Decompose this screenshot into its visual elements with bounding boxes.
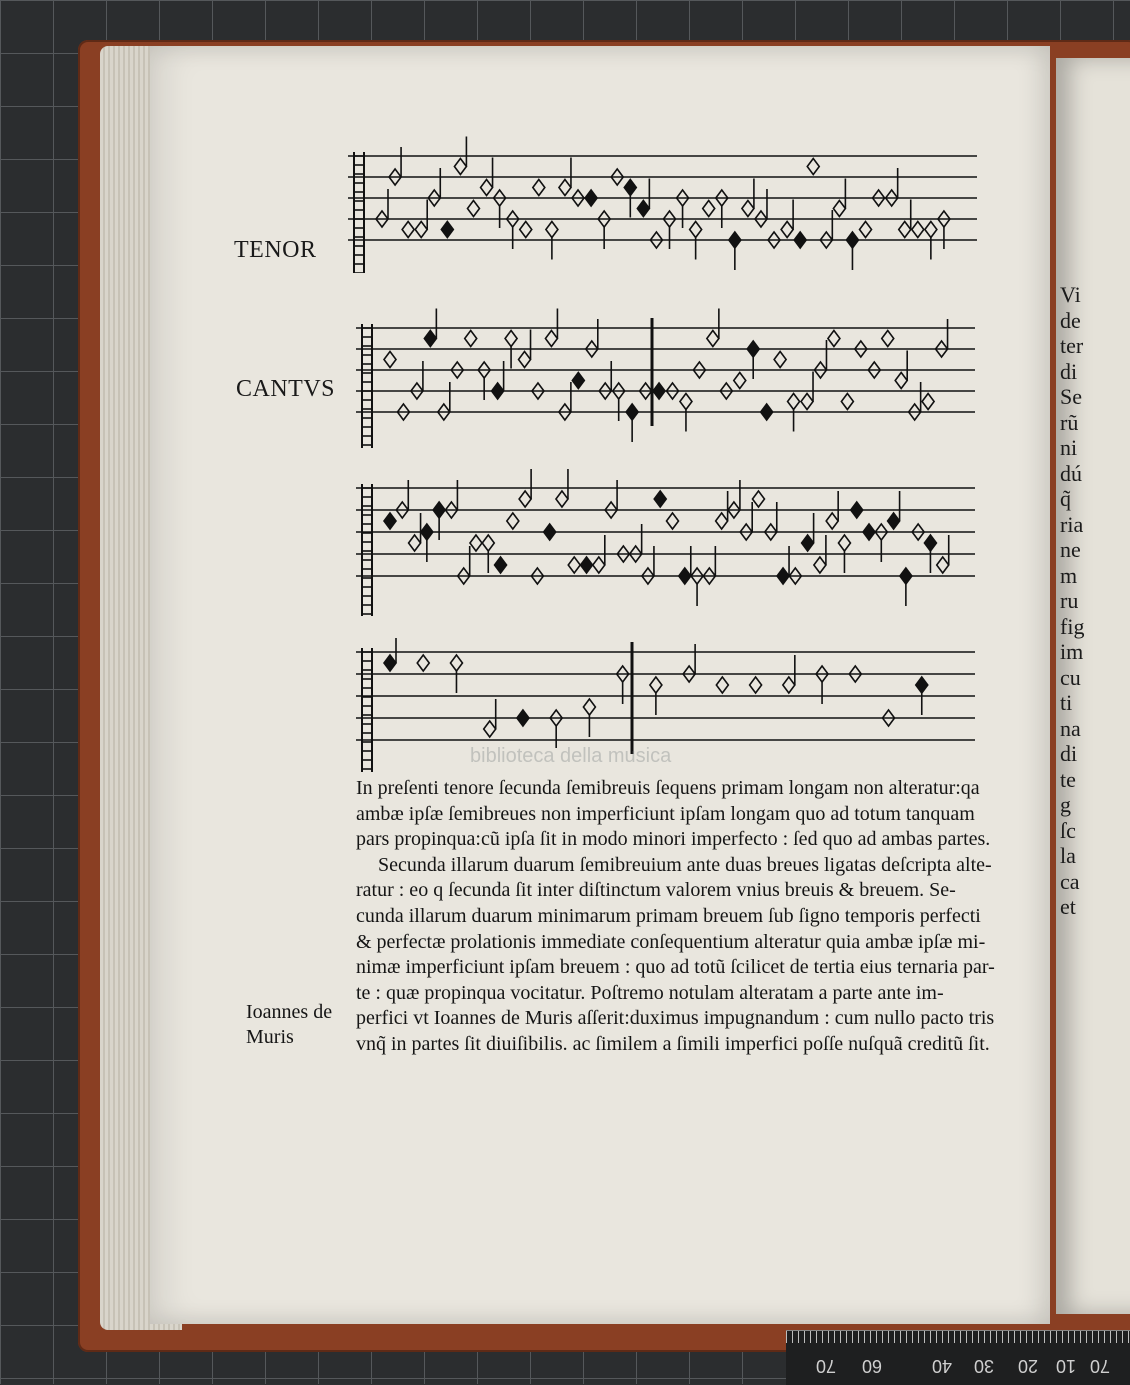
margin-note-line: Ioannes de — [246, 1001, 333, 1023]
note-head — [441, 222, 453, 238]
facing-page-fragment: fig — [1060, 613, 1085, 639]
note-head — [583, 699, 595, 715]
ruler-number: 70 — [1090, 1356, 1111, 1376]
note-head — [409, 535, 421, 551]
facing-page-fragment: na — [1060, 715, 1081, 741]
facing-page-fragment: ria — [1060, 511, 1084, 537]
ruler-number: 20 — [1018, 1356, 1039, 1376]
facing-page-fragment: ter — [1060, 333, 1084, 358]
note-head — [922, 394, 934, 410]
note-head — [774, 352, 786, 368]
note-head — [888, 513, 900, 529]
facing-page-fragment: ru — [1060, 588, 1079, 613]
note-head — [841, 394, 853, 410]
measuring-ruler — [786, 1330, 1130, 1385]
watermark-text: biblioteca della musica — [470, 745, 672, 767]
note-head — [752, 491, 764, 507]
text-line: pars propinqua:cũ ipſa ſit in modo minori imperfecto : ſed quo ad ambas partes. — [356, 828, 991, 851]
facing-page-fragment: te — [1060, 766, 1076, 792]
facing-page-fragment: ca — [1060, 868, 1080, 894]
facing-page-fragment: g — [1060, 792, 1071, 817]
note-head — [481, 180, 493, 196]
note-head — [826, 513, 838, 529]
note-head — [402, 222, 414, 238]
body-text — [356, 776, 1001, 1058]
ruler-number: 70 — [816, 1356, 837, 1376]
note-head — [559, 180, 571, 196]
note-head — [912, 222, 924, 238]
ruler-number: 30 — [974, 1356, 995, 1376]
note-head — [833, 201, 845, 217]
text-line: te : quæ propinqua vocitatur. Poſtremo notulam alteratam a parte ante im- — [356, 981, 944, 1004]
note-head — [417, 655, 429, 671]
note-head — [750, 677, 762, 693]
facing-page-fragment: im — [1060, 639, 1084, 664]
music-staff-3 — [356, 466, 981, 616]
note-head — [519, 491, 531, 507]
note-head — [761, 404, 773, 420]
note-head — [517, 710, 529, 726]
note-head — [467, 201, 479, 217]
note-head — [556, 491, 568, 507]
note-head — [520, 222, 532, 238]
text-line: perfici vt Ioannes de Muris aſſerit:duximus impugnandum : cum nullo pacto tris — [356, 1007, 995, 1030]
note-head — [707, 331, 719, 347]
note-head — [680, 394, 692, 410]
facing-page-fragment: di — [1060, 358, 1078, 384]
note-head — [794, 232, 806, 248]
note-head — [863, 524, 875, 540]
note-head — [860, 222, 872, 238]
facing-page-fragment: dú — [1060, 460, 1082, 486]
margin-note — [246, 1000, 332, 1050]
facing-page-fragment: ti — [1060, 690, 1073, 715]
facing-page-fragment: et — [1060, 894, 1076, 919]
note-head — [916, 677, 928, 693]
note-head — [519, 352, 531, 368]
note-head — [807, 159, 819, 175]
note-head — [505, 331, 517, 347]
note-head — [781, 222, 793, 238]
note-head — [421, 524, 433, 540]
ruler-number: 10 — [1056, 1356, 1077, 1376]
note-head — [828, 331, 840, 347]
note-head — [716, 513, 728, 529]
note-head — [814, 557, 826, 573]
note-head — [925, 222, 937, 238]
facing-page-fragment: la — [1060, 843, 1076, 868]
note-head — [734, 373, 746, 389]
note-head — [667, 513, 679, 529]
ruler-ticks — [786, 1331, 1130, 1343]
note-head — [450, 655, 462, 671]
note-head — [384, 352, 396, 368]
facing-page-fragment: q̃ — [1060, 486, 1071, 511]
note-head — [507, 513, 519, 529]
note-head — [802, 535, 814, 551]
note-head — [465, 331, 477, 347]
text-line: & perfectæ prolationis immediate conſequentium alteratur quia ambæ ipſæ mi- — [356, 930, 986, 953]
note-head — [801, 394, 813, 410]
text-line: ratur : eo q ſecunda ſit inter diſtinctum valorem vnius breuis & breuem. Se- — [356, 879, 956, 902]
note-head — [899, 222, 911, 238]
facing-page-fragment: di — [1060, 741, 1078, 766]
note-head — [690, 222, 702, 238]
note-head — [433, 502, 445, 518]
note-head — [900, 568, 912, 584]
text-line: vnq̃ in partes ſit diuiſibilis. ac ſimilem a ſimili imperfici poſſe nuſquã creditũ ſit. — [356, 1032, 990, 1055]
facing-page-fragment: ſc — [1060, 817, 1076, 843]
note-head — [415, 222, 427, 238]
note-head — [653, 383, 665, 399]
ruler-number: 60 — [862, 1356, 883, 1376]
note-head — [593, 557, 605, 573]
note-head — [924, 535, 936, 551]
ruler-number: 40 — [932, 1356, 953, 1376]
note-head — [637, 201, 649, 217]
facing-page-fragment: ni — [1060, 435, 1078, 460]
note-head — [679, 568, 691, 584]
note-head — [492, 383, 504, 399]
music-staff-2 — [356, 300, 981, 455]
note-head — [572, 373, 584, 389]
note-head — [495, 557, 507, 573]
facing-page-fragment: Se — [1060, 384, 1082, 409]
note-head — [454, 159, 466, 175]
text-line: cunda illarum duarum minimarum primam breuem ſub ſigno temporis perfecti — [356, 904, 981, 927]
note-head — [846, 232, 858, 248]
note-head — [895, 373, 907, 389]
note-head — [533, 180, 545, 196]
note-head — [716, 677, 728, 693]
text-line: Secunda illarum duarum ſemibreuium ante duas breues ligatas deſcripta alte- — [378, 853, 992, 876]
facing-page-fragment: de — [1060, 307, 1081, 333]
note-head — [788, 394, 800, 410]
note-head — [585, 190, 597, 206]
note-head — [568, 557, 580, 573]
music-staff-1 — [348, 128, 983, 273]
note-head — [851, 502, 863, 518]
facing-page — [1056, 58, 1130, 1314]
note-head — [624, 180, 636, 196]
note-head — [626, 404, 638, 420]
note-head — [703, 201, 715, 217]
facing-page-fragment: rũ — [1060, 409, 1079, 435]
text-line: nimæ imperficiunt ipſam breuem : quo ad totũ ſcilicet de tertia eius ternaria par- — [356, 956, 995, 979]
cantus-label: CANTVS — [236, 376, 336, 402]
text-line: ambæ ipſæ ſemibreues non imperficiunt ipſam longam quo ad totum tanquam — [356, 802, 975, 825]
note-head — [882, 331, 894, 347]
note-head — [384, 655, 396, 671]
note-head — [470, 535, 482, 551]
note-head — [544, 524, 556, 540]
facing-page-fragment: ne — [1060, 537, 1081, 562]
note-head — [424, 331, 436, 347]
note-head — [654, 491, 666, 507]
note-head — [545, 331, 557, 347]
note-head — [581, 557, 593, 573]
note-head — [783, 677, 795, 693]
note-head — [777, 568, 789, 584]
facing-page-fragment: cu — [1060, 664, 1081, 690]
note-head — [650, 677, 662, 693]
note-head — [747, 341, 759, 357]
note-head — [384, 513, 396, 529]
note-head — [937, 557, 949, 573]
note-head — [729, 232, 741, 248]
note-head — [742, 201, 754, 217]
note-head — [546, 222, 558, 238]
tenor-label: TENOR — [234, 237, 317, 263]
facing-page-fragment: m — [1060, 562, 1078, 588]
note-head — [482, 535, 494, 551]
text-line: In preſenti tenore ſecunda ſemibreuis ſequens primam longam non alteratur:qa — [356, 777, 980, 799]
note-head — [838, 535, 850, 551]
margin-note-line: Muris — [246, 1026, 294, 1048]
note-head — [484, 721, 496, 737]
facing-page-fragment: Vi — [1060, 282, 1081, 307]
